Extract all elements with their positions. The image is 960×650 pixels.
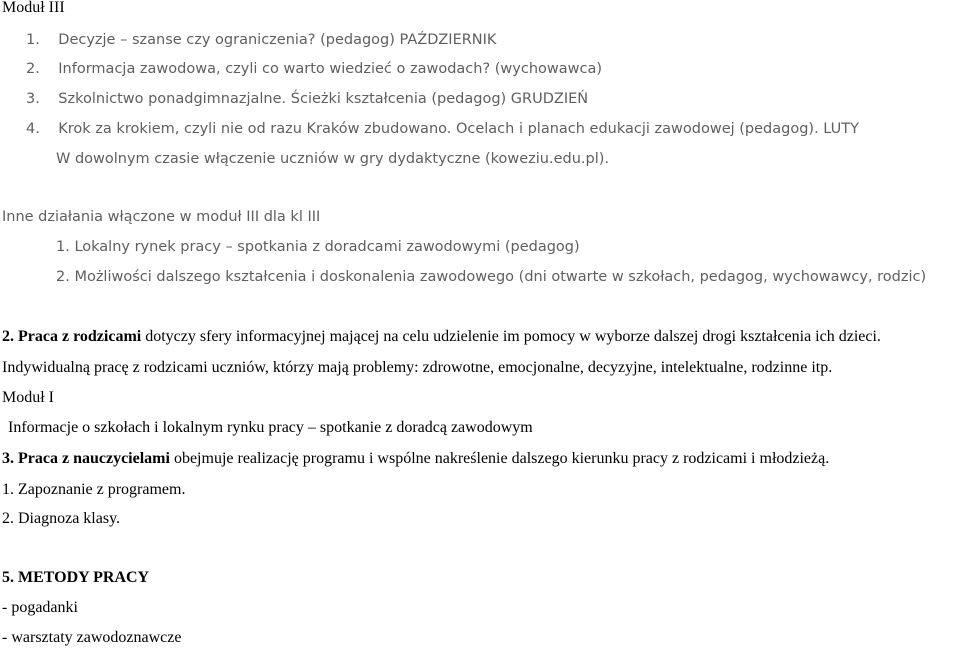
teachers-work-label: 3. Praca z nauczycielami: [2, 450, 170, 467]
item-number: 3.: [26, 91, 40, 107]
other-activity-item: 2. Możliwości dalszego kształcenia i doskonalenia zawodowego (dni otwarte w szkołach, pedagog, wychowawcy, rodzic): [56, 269, 927, 285]
item-text: Decyzje – szanse czy ograniczenia? (pedagog) PAŹDZIERNIK: [58, 32, 497, 48]
parents-work-paragraph: [2, 329, 881, 345]
parents-work-label: 2. Praca z rodzicami: [2, 328, 142, 345]
module-iii-anytime-note: W dowolnym czasie włączenie uczniów w gry dydaktyczne (koweziu.edu.pl).: [56, 151, 610, 167]
teachers-step-item: 1. Zapoznanie z programem.: [2, 481, 186, 498]
other-activities-heading: Inne działania włączone w moduł III dla kl III: [2, 209, 321, 225]
item-number: 1.: [26, 32, 40, 48]
module-iii-heading: Moduł III: [2, 0, 65, 16]
individual-work-text: Indywidualną pracę z rodzicami uczniów, którzy mają problemy: zdrowotne, emocjonalne, decyzyjne, intelektualne, rodzinne itp.: [2, 359, 833, 376]
module-iii-item: [26, 33, 496, 48]
parents-work-text: dotyczy sfery informacyjnej mającej na celu udzielenie im pomocy w wyborze dalszej drogi kształcenia ich dzieci.: [141, 328, 881, 345]
method-item: - pogadanki: [2, 599, 78, 616]
teachers-work-paragraph: [2, 451, 829, 467]
item-number: 2.: [26, 61, 40, 77]
teachers-step-item: 2. Diagnoza klasy.: [2, 510, 121, 527]
teachers-work-text: obejmuje realizację programu i wspólne nakreślenie dalszego kierunku pracy z rodzicami i młodzieżą.: [169, 450, 830, 467]
module-i-heading: Moduł I: [2, 389, 54, 406]
other-activity-item: 1. Lokalny rynek pracy – spotkania z doradcami zawodowymi (pedagog): [56, 239, 580, 255]
module-iii-item: [26, 92, 588, 107]
item-text: Informacja zawodowa, czyli co warto wiedzieć o zawodach? (wychowawca): [58, 61, 603, 77]
module-iii-item: [26, 122, 859, 137]
module-iii-item: [26, 62, 602, 77]
item-number: 4.: [26, 121, 40, 137]
item-text: Szkolnictwo ponadgimnazjalne. Ścieżki kształcenia (pedagog) GRUDZIEŃ: [58, 91, 589, 107]
method-item: - warsztaty zawodoznawcze: [2, 629, 182, 646]
methods-heading: 5. METODY PRACY: [2, 569, 150, 586]
module-i-item: Informacje o szkołach i lokalnym rynku pracy – spotkanie z doradcą zawodowym: [8, 419, 533, 436]
item-text: Krok za krokiem, czyli nie od razu Kraków zbudowano. Ocelach i planach edukacji zawodowej (pedagog). LUTY: [58, 121, 859, 137]
